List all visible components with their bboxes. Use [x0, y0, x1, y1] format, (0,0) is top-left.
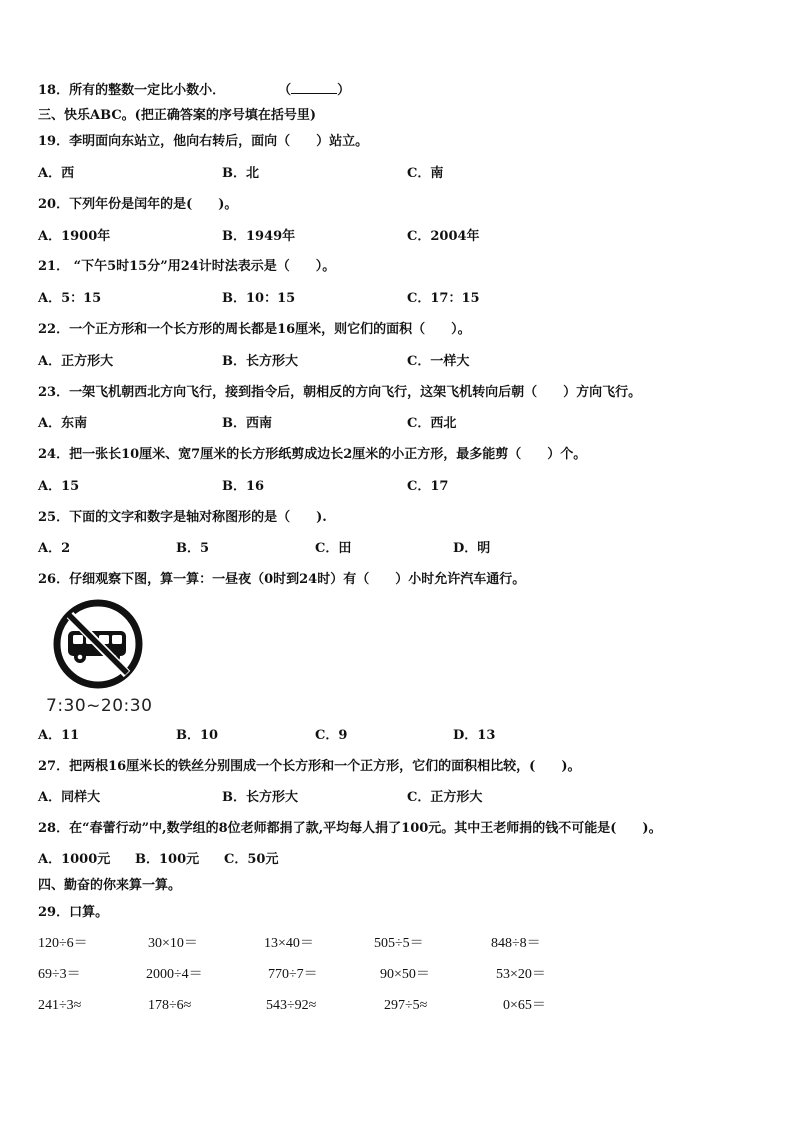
calc-item: 505÷5＝	[374, 936, 424, 951]
question-18-text: 18．所有的整数一定比小数小．	[38, 83, 226, 98]
option-a[interactable]: A．西	[38, 166, 75, 181]
question-23: 23．一架飞机朝西北方向飞行，接到指令后，朝相反的方向飞行，这架飞机转向后朝（ ）方向飞行。	[38, 385, 642, 400]
section-4-title: 四、勤奋的你来算一算。	[38, 878, 182, 893]
calc-item: 13×40＝	[264, 936, 314, 951]
option-b[interactable]: B．5	[176, 541, 210, 556]
option-c[interactable]: C．正方形大	[407, 790, 483, 805]
option-a[interactable]: A．正方形大	[38, 354, 114, 369]
option-b[interactable]: B．长方形大	[222, 790, 298, 805]
calc-item: 848÷8＝	[491, 936, 541, 951]
option-a[interactable]: A．5：15	[38, 291, 102, 306]
calc-item: 120÷6＝	[38, 936, 88, 951]
question-24-options	[38, 479, 774, 495]
calc-item: 0×65＝	[503, 998, 546, 1013]
option-b[interactable]: B．西南	[222, 416, 272, 431]
option-c[interactable]: C．17：15	[407, 291, 480, 306]
option-b[interactable]: B．10	[176, 728, 219, 743]
option-c[interactable]: C．南	[407, 166, 444, 181]
calc-item: 543÷92≈	[266, 998, 317, 1013]
question-25: 25．下面的文字和数字是轴对称图形的是（ ).	[38, 510, 327, 525]
option-b[interactable]: B．1949年	[222, 229, 296, 244]
option-d[interactable]: D．明	[453, 541, 491, 556]
calc-item: 69÷3＝	[38, 967, 81, 982]
option-a[interactable]: A．2	[38, 541, 71, 556]
question-19-options	[38, 166, 774, 182]
question-26: 26．仔细观察下图，算一算：一昼夜（0时到24时）有（ ）小时允许汽车通行。	[38, 572, 526, 587]
question-22: 22．一个正方形和一个长方形的周长都是16厘米，则它们的面积（ ）。	[38, 322, 471, 337]
section-3-title: 三、快乐ABC。(把正确答案的序号填在括号里)	[38, 108, 316, 123]
calc-item: 770÷7＝	[268, 967, 318, 982]
question-20: 20．下列年份是闰年的是( )。	[38, 197, 238, 212]
question-24: 24．把一张长10厘米、宽7厘米的长方形纸剪成边长2厘米的小正方形，最多能剪（ ）个。	[38, 447, 587, 462]
question-20-options	[38, 229, 774, 245]
option-c[interactable]: C．2004年	[407, 229, 480, 244]
option-a[interactable]: A．1900年	[38, 229, 111, 244]
option-c[interactable]: C．一样大	[407, 354, 470, 369]
option-a[interactable]: A．同样大	[38, 790, 101, 805]
question-28: 28．在“春蕾行动”中,数学组的8位老师都捐了款,平均每人捐了100元。其中王老师捐的钱不可能是( )。	[38, 821, 662, 836]
option-c[interactable]: C．17	[407, 479, 449, 494]
calc-item: 30×10＝	[148, 936, 198, 951]
question-23-options	[38, 416, 774, 432]
bracket-open: （	[278, 83, 292, 98]
option-b[interactable]: B．100元	[135, 852, 200, 867]
question-27: 27．把两根16厘米长的铁丝分别围成一个长方形和一个正方形，它们的面积相比较，( )。	[38, 759, 581, 774]
option-d[interactable]: D．13	[453, 728, 496, 743]
option-c[interactable]: C．田	[315, 541, 352, 556]
option-b[interactable]: B．10：15	[222, 291, 296, 306]
option-b[interactable]: B．长方形大	[222, 354, 298, 369]
no-bus-sign-icon	[50, 598, 146, 690]
option-c[interactable]: C．9	[315, 728, 348, 743]
option-a[interactable]: A．东南	[38, 416, 88, 431]
option-b[interactable]: B．北	[222, 166, 259, 181]
option-a[interactable]: A．1000元	[38, 852, 111, 867]
question-29: 29．口算。	[38, 905, 109, 920]
question-28-options	[38, 852, 774, 868]
question-27-options	[38, 790, 774, 806]
question-21: 21． “下午5时15分”用24计时法表示是（ ）。	[38, 259, 336, 274]
answer-blank[interactable]	[291, 82, 337, 94]
calc-item: 178÷6≈	[148, 998, 192, 1013]
calc-item: 53×20＝	[496, 967, 546, 982]
question-22-options	[38, 354, 774, 370]
option-c[interactable]: C．50元	[224, 852, 279, 867]
question-26-options	[38, 728, 774, 744]
sign-time-caption: 7:30~20:30	[46, 696, 153, 716]
option-b[interactable]: B．16	[222, 479, 265, 494]
bracket-close: ）	[337, 83, 351, 98]
calc-item: 297÷5≈	[384, 998, 428, 1013]
calc-item: 241÷3≈	[38, 998, 82, 1013]
calc-item: 90×50＝	[380, 967, 430, 982]
question-18	[38, 82, 350, 99]
question-21-options	[38, 291, 774, 307]
option-c[interactable]: C．西北	[407, 416, 457, 431]
question-19: 19．李明面向东站立，他向右转后，面向（ ）站立。	[38, 134, 369, 149]
option-a[interactable]: A．11	[38, 728, 80, 743]
calc-item: 2000÷4＝	[146, 967, 203, 982]
question-25-options	[38, 541, 774, 557]
option-a[interactable]: A．15	[38, 479, 80, 494]
